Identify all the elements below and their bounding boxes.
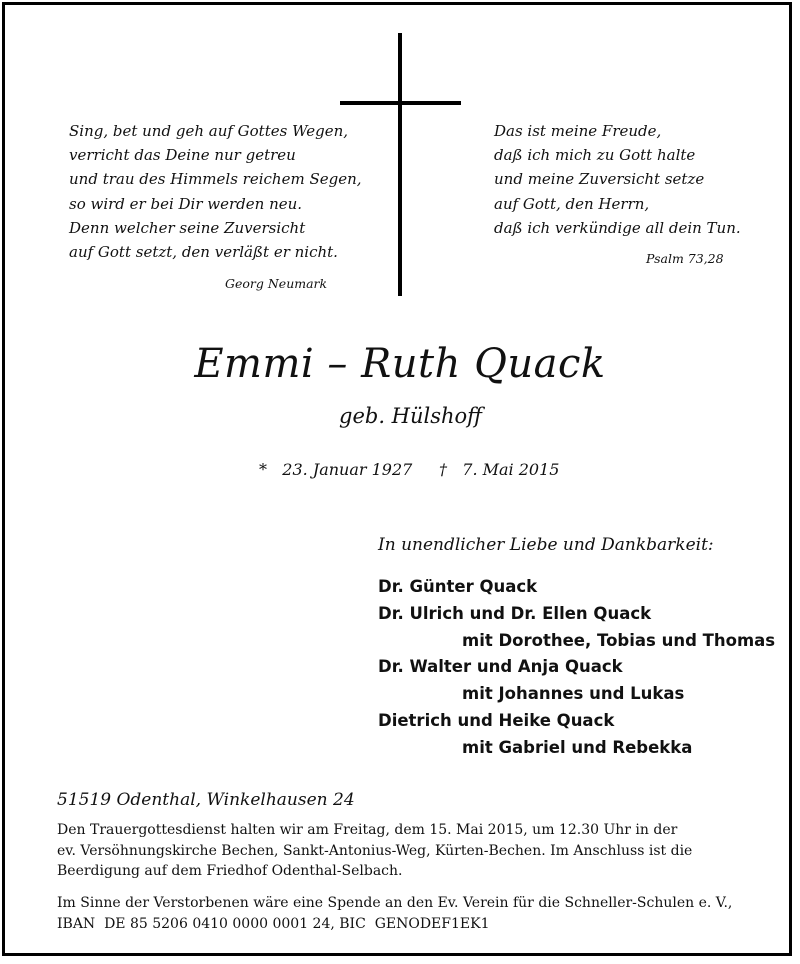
poem-left-line: auf Gott setzt, den verläßt er nicht.: [69, 243, 338, 262]
cross-horizontal-bar: [340, 101, 461, 105]
mourner-children-line: mit Dorothee, Tobias und Thomas: [462, 630, 776, 650]
service-notice-line: Den Trauergottesdienst halten wir am Freitag, dem 15. Mai 2015, um 12.30 Uhr in der: [57, 822, 678, 838]
poem-right-line: Das ist meine Freude,: [494, 122, 662, 140]
poem-right-line: auf Gott, den Herrn,: [494, 194, 650, 213]
poem-left-line: Sing, bet und geh auf Gottes Wegen,: [69, 122, 349, 140]
poem-right-line: daß ich verkündige all dein Tun.: [494, 218, 741, 237]
mourners-list: [378, 574, 775, 762]
cross-vertical-bar: [398, 33, 402, 296]
service-notice-line: ev. Versöhnungskirche Bechen, Sankt-Antonius-Weg, Kürten-Bechen. Im Anschluss ist die: [57, 842, 693, 859]
mourners-intro: In unendlicher Liebe und Dankbarkeit:: [378, 535, 714, 555]
birth-date: * 23. Januar 1927: [259, 460, 413, 479]
mourner-children-line: mit Gabriel und Rebekka: [462, 737, 693, 757]
death-date: † 7. Mai 2015: [439, 460, 560, 479]
poem-right: [494, 119, 764, 240]
mourner-line: Dietrich und Heike Quack: [378, 710, 615, 730]
poem-left: [69, 119, 369, 264]
poem-left-author: Georg Neumark: [225, 276, 328, 291]
mourner-line: Dr. Ulrich und Dr. Ellen Quack: [378, 603, 652, 623]
donation-notice-line: IBAN DE 85 5206 0410 0000 0001 24, BIC GENODEF1EK1: [57, 915, 490, 932]
poem-left-line: so wird er bei Dir werden neu.: [69, 194, 303, 213]
maiden-name: geb. Hülshoff: [339, 404, 483, 428]
service-notice: [57, 820, 777, 882]
poem-right-author: Psalm 73,28: [646, 251, 724, 266]
poem-left-line: und trau des Himmels reichem Segen,: [69, 170, 362, 189]
service-notice-line: Beerdigung auf dem Friedhof Odenthal-Selbach.: [57, 863, 403, 879]
mourner-line: Dr. Walter und Anja Quack: [378, 657, 623, 677]
donation-notice: [57, 893, 777, 934]
poem-left-line: Denn welcher seine Zuversicht: [69, 218, 306, 237]
deceased-name: Emmi – Ruth Quack: [194, 341, 606, 387]
poem-right-line: und meine Zuversicht setze: [494, 170, 705, 189]
donation-notice-line: Im Sinne der Verstorbenen wäre eine Spende an den Ev. Verein für die Schneller-Schulen e. V.,: [57, 895, 733, 911]
mourner-line: Dr. Günter Quack: [378, 577, 538, 596]
poem-left-line: verricht das Deine nur getreu: [69, 146, 296, 165]
poem-right-line: daß ich mich zu Gott halte: [494, 146, 696, 165]
address: 51519 Odenthal, Winkelhausen 24: [57, 790, 355, 810]
mourner-children-line: mit Johannes und Lukas: [462, 684, 685, 704]
